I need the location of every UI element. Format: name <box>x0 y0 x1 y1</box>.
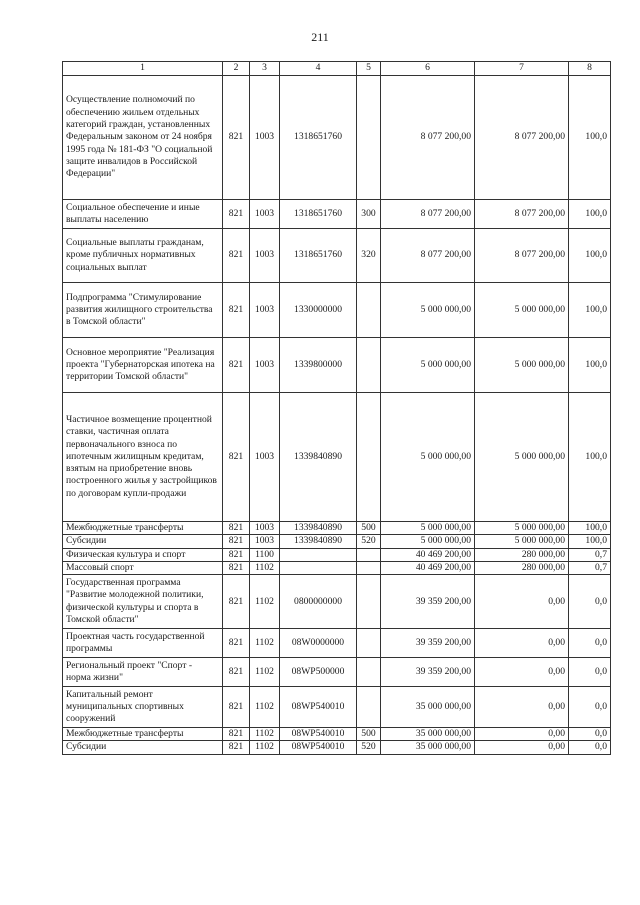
table-row <box>63 629 611 658</box>
section-code-cell: 1102 <box>250 575 280 629</box>
row-name-cell: Региональный проект "Спорт - норма жизни" <box>63 658 223 687</box>
executed-amount-cell: 0,00 <box>475 687 569 728</box>
table-row <box>63 229 611 283</box>
section-code-cell: 1102 <box>250 728 280 741</box>
administrator-code-cell: 821 <box>223 393 250 522</box>
expense-type-cell <box>357 393 381 522</box>
administrator-code-cell: 821 <box>223 200 250 229</box>
expense-type-cell <box>357 76 381 200</box>
section-code-cell: 1003 <box>250 522 280 535</box>
section-code-cell: 1102 <box>250 629 280 658</box>
planned-amount-cell: 39 359 200,00 <box>381 575 475 629</box>
section-code-cell: 1003 <box>250 338 280 393</box>
expense-type-cell <box>357 561 381 574</box>
execution-percent-cell: 100,0 <box>569 522 611 535</box>
target-article-cell: 1339840890 <box>280 535 357 548</box>
administrator-code-cell: 821 <box>223 658 250 687</box>
table-row <box>63 338 611 393</box>
execution-percent-cell: 100,0 <box>569 393 611 522</box>
column-header: 3 <box>250 62 280 76</box>
expense-type-cell <box>357 687 381 728</box>
target-article-cell: 1318651760 <box>280 229 357 283</box>
expense-type-cell <box>357 283 381 338</box>
executed-amount-cell: 0,00 <box>475 728 569 741</box>
execution-percent-cell: 0,0 <box>569 728 611 741</box>
target-article-cell: 1330000000 <box>280 283 357 338</box>
execution-percent-cell: 100,0 <box>569 535 611 548</box>
table-row <box>63 535 611 548</box>
planned-amount-cell: 39 359 200,00 <box>381 629 475 658</box>
expense-type-cell <box>357 338 381 393</box>
table-row <box>63 687 611 728</box>
target-article-cell: 08WP540010 <box>280 687 357 728</box>
row-name-cell: Частичное возмещение процентной ставки, частичная оплата первоначального взноса по ипотечным жилищным кредитам, взятым на приобретение вновь построенного жилья у застройщиков по договорам купли-продажи <box>63 393 223 522</box>
table-row <box>63 548 611 561</box>
target-article-cell: 1339800000 <box>280 338 357 393</box>
section-code-cell: 1102 <box>250 741 280 754</box>
table-row <box>63 728 611 741</box>
row-name-cell: Основное мероприятие "Реализация проекта "Губернаторская ипотека на территории Томской области" <box>63 338 223 393</box>
planned-amount-cell: 39 359 200,00 <box>381 658 475 687</box>
section-code-cell: 1003 <box>250 283 280 338</box>
administrator-code-cell: 821 <box>223 561 250 574</box>
table-header-row <box>63 62 611 76</box>
administrator-code-cell: 821 <box>223 741 250 754</box>
row-name-cell: Субсидии <box>63 535 223 548</box>
table-row <box>63 575 611 629</box>
executed-amount-cell: 5 000 000,00 <box>475 393 569 522</box>
executed-amount-cell: 0,00 <box>475 658 569 687</box>
row-name-cell: Социальное обеспечение и иные выплаты населению <box>63 200 223 229</box>
administrator-code-cell: 821 <box>223 522 250 535</box>
administrator-code-cell: 821 <box>223 338 250 393</box>
administrator-code-cell: 821 <box>223 535 250 548</box>
administrator-code-cell: 821 <box>223 548 250 561</box>
row-name-cell: Субсидии <box>63 741 223 754</box>
target-article-cell: 08WP500000 <box>280 658 357 687</box>
execution-percent-cell: 100,0 <box>569 283 611 338</box>
expense-type-cell <box>357 575 381 629</box>
administrator-code-cell: 821 <box>223 76 250 200</box>
executed-amount-cell: 280 000,00 <box>475 548 569 561</box>
row-name-cell: Физическая культура и спорт <box>63 548 223 561</box>
execution-percent-cell: 0,0 <box>569 687 611 728</box>
target-article-cell: 1339840890 <box>280 393 357 522</box>
budget-table <box>62 61 611 755</box>
execution-percent-cell: 0,7 <box>569 548 611 561</box>
section-code-cell: 1102 <box>250 561 280 574</box>
section-code-cell: 1003 <box>250 535 280 548</box>
execution-percent-cell: 0,0 <box>569 658 611 687</box>
row-name-cell: Массовый спорт <box>63 561 223 574</box>
administrator-code-cell: 821 <box>223 229 250 283</box>
expense-type-cell <box>357 658 381 687</box>
planned-amount-cell: 35 000 000,00 <box>381 687 475 728</box>
executed-amount-cell: 5 000 000,00 <box>475 535 569 548</box>
target-article-cell: 1339840890 <box>280 522 357 535</box>
expense-type-cell: 520 <box>357 535 381 548</box>
table-row <box>63 393 611 522</box>
expense-type-cell: 520 <box>357 741 381 754</box>
planned-amount-cell: 8 077 200,00 <box>381 229 475 283</box>
planned-amount-cell: 5 000 000,00 <box>381 283 475 338</box>
executed-amount-cell: 8 077 200,00 <box>475 200 569 229</box>
expense-type-cell: 500 <box>357 522 381 535</box>
target-article-cell: 08WP540010 <box>280 741 357 754</box>
planned-amount-cell: 5 000 000,00 <box>381 522 475 535</box>
section-code-cell: 1003 <box>250 229 280 283</box>
section-code-cell: 1100 <box>250 548 280 561</box>
execution-percent-cell: 0,0 <box>569 629 611 658</box>
column-header: 7 <box>475 62 569 76</box>
planned-amount-cell: 40 469 200,00 <box>381 548 475 561</box>
execution-percent-cell: 100,0 <box>569 229 611 283</box>
row-name-cell: Проектная часть государственной программы <box>63 629 223 658</box>
executed-amount-cell: 5 000 000,00 <box>475 522 569 535</box>
expense-type-cell <box>357 548 381 561</box>
table-row <box>63 76 611 200</box>
executed-amount-cell: 280 000,00 <box>475 561 569 574</box>
executed-amount-cell: 5 000 000,00 <box>475 338 569 393</box>
planned-amount-cell: 35 000 000,00 <box>381 728 475 741</box>
section-code-cell: 1102 <box>250 658 280 687</box>
expense-type-cell: 320 <box>357 229 381 283</box>
row-name-cell: Социальные выплаты гражданам, кроме публичных нормативных социальных выплат <box>63 229 223 283</box>
section-code-cell: 1003 <box>250 393 280 522</box>
column-header: 2 <box>223 62 250 76</box>
planned-amount-cell: 8 077 200,00 <box>381 76 475 200</box>
target-article-cell: 1318651760 <box>280 200 357 229</box>
target-article-cell: 08WP540010 <box>280 728 357 741</box>
column-header: 5 <box>357 62 381 76</box>
expense-type-cell: 300 <box>357 200 381 229</box>
expense-type-cell: 500 <box>357 728 381 741</box>
table-row <box>63 283 611 338</box>
target-article-cell: 1318651760 <box>280 76 357 200</box>
section-code-cell: 1003 <box>250 200 280 229</box>
section-code-cell: 1102 <box>250 687 280 728</box>
administrator-code-cell: 821 <box>223 575 250 629</box>
planned-amount-cell: 5 000 000,00 <box>381 393 475 522</box>
table-row <box>63 658 611 687</box>
expense-type-cell <box>357 629 381 658</box>
execution-percent-cell: 0,0 <box>569 575 611 629</box>
administrator-code-cell: 821 <box>223 687 250 728</box>
column-header: 8 <box>569 62 611 76</box>
executed-amount-cell: 0,00 <box>475 575 569 629</box>
column-header: 4 <box>280 62 357 76</box>
execution-percent-cell: 100,0 <box>569 338 611 393</box>
executed-amount-cell: 8 077 200,00 <box>475 229 569 283</box>
section-code-cell: 1003 <box>250 76 280 200</box>
table-row <box>63 200 611 229</box>
planned-amount-cell: 5 000 000,00 <box>381 338 475 393</box>
column-header: 1 <box>63 62 223 76</box>
target-article-cell <box>280 561 357 574</box>
planned-amount-cell: 8 077 200,00 <box>381 200 475 229</box>
target-article-cell: 08W0000000 <box>280 629 357 658</box>
table-row <box>63 522 611 535</box>
row-name-cell: Межбюджетные трансферты <box>63 522 223 535</box>
row-name-cell: Подпрограмма "Стимулирование развития жилищного строительства в Томской области" <box>63 283 223 338</box>
table-row <box>63 741 611 754</box>
execution-percent-cell: 0,0 <box>569 741 611 754</box>
target-article-cell <box>280 548 357 561</box>
administrator-code-cell: 821 <box>223 629 250 658</box>
page-number: 211 <box>311 30 329 44</box>
planned-amount-cell: 5 000 000,00 <box>381 535 475 548</box>
administrator-code-cell: 821 <box>223 283 250 338</box>
table-row <box>63 561 611 574</box>
executed-amount-cell: 0,00 <box>475 741 569 754</box>
execution-percent-cell: 0,7 <box>569 561 611 574</box>
target-article-cell: 0800000000 <box>280 575 357 629</box>
executed-amount-cell: 8 077 200,00 <box>475 76 569 200</box>
execution-percent-cell: 100,0 <box>569 200 611 229</box>
row-name-cell: Государственная программа "Развитие молодежной политики, физической культуры и спорта в Томской области" <box>63 575 223 629</box>
row-name-cell: Капитальный ремонт муниципальных спортивных сооружений <box>63 687 223 728</box>
row-name-cell: Осуществление полномочий по обеспечению жильем отдельных категорий граждан, установленных Федеральным законом от 24 ноября 1995 года № 181-ФЗ "О социальной защите инвалидов в Российской Федерации" <box>63 76 223 200</box>
executed-amount-cell: 0,00 <box>475 629 569 658</box>
column-header: 6 <box>381 62 475 76</box>
planned-amount-cell: 35 000 000,00 <box>381 741 475 754</box>
execution-percent-cell: 100,0 <box>569 76 611 200</box>
administrator-code-cell: 821 <box>223 728 250 741</box>
executed-amount-cell: 5 000 000,00 <box>475 283 569 338</box>
row-name-cell: Межбюджетные трансферты <box>63 728 223 741</box>
planned-amount-cell: 40 469 200,00 <box>381 561 475 574</box>
